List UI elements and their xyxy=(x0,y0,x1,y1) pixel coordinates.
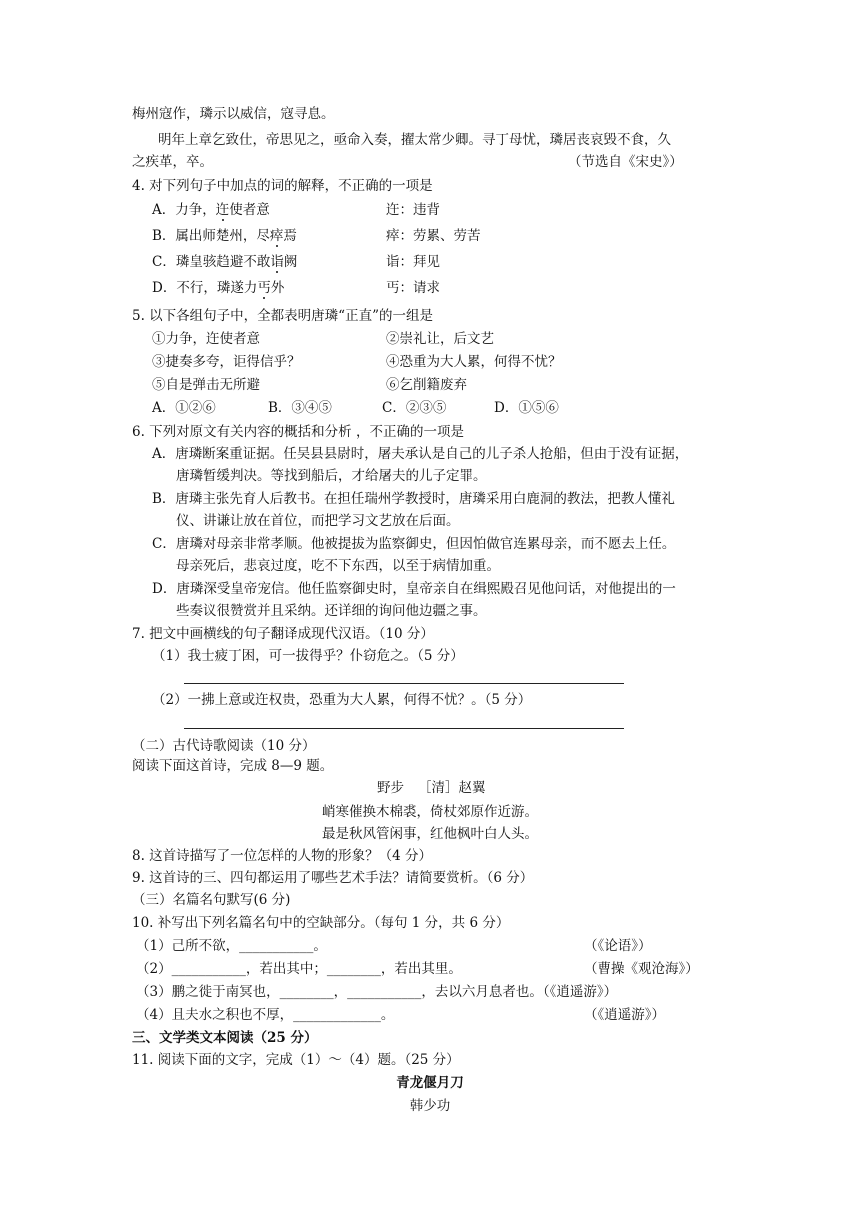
q4-stem: 4. 对下列句子中加点的词的解释，不正确的一项是 xyxy=(132,178,433,194)
story-author: 韩少功 xyxy=(409,1098,451,1114)
passage-source: （节选自《宋史》） xyxy=(568,154,683,170)
q4-option-d: D．不行，璘遂力丐外 xyxy=(152,280,285,296)
dictation-item: （2）___________，若出其中；________，若出其里。 xyxy=(136,961,462,977)
q7-sentence-1: （1）我士疲丁困，可一拔得乎？仆窃危之。（5 分） xyxy=(152,648,464,664)
q5-item: ①力争，迕使者意 xyxy=(152,331,260,347)
dotted-word: 瘁 xyxy=(269,228,284,244)
dictation-source: （《论语》） xyxy=(584,938,652,954)
q4-option-c: C．璘皇骇趋避不敢诣阙 xyxy=(152,254,298,270)
q5-item: ④恐重为大人累，何得不忧？ xyxy=(386,354,562,370)
poem-line: 最是秋风管闲事，红他枫叶白人头。 xyxy=(322,826,538,842)
q5-item: ③捷奏多夸，讵得信乎？ xyxy=(152,354,301,370)
q6-option-a: A．唐璘断案重证据。任吴县县尉时，屠夫承认是自己的儿子杀人抢船，但由于没有证据， xyxy=(152,446,689,462)
q6-option-d: D．唐璘深受皇帝宠信。他任监察御史时，皇帝亲自在缉熙殿召见他问话，对他提出的一 xyxy=(152,581,676,597)
q4-gloss-c: 诣：拜见 xyxy=(386,254,440,270)
q4-option-a: A．力争，迕使者意 xyxy=(152,202,270,218)
q9-stem: 9. 这首诗的三、四句都运用了哪些艺术手法？请简要赏析。（6 分） xyxy=(132,870,534,886)
passage-line: 之疾革，卒。 xyxy=(132,154,213,170)
q4-gloss-b: 瘁：劳累、劳苦 xyxy=(386,228,481,244)
poem-author: ［清］赵翼 xyxy=(418,780,486,796)
section-heading: 三、文学类文本阅读（25 分） xyxy=(132,1030,318,1046)
q6-option-b: B．唐璘主张先育人后教书。在担任瑞州学教授时，唐璘采用白鹿洞的教法，把教人懂礼 xyxy=(152,491,675,507)
q4-gloss-a: 迕：违背 xyxy=(386,202,440,218)
q10-stem: 10. 补写出下列名篇名句中的空缺部分。（每句 1 分，共 6 分） xyxy=(132,915,510,931)
q5-stem: 5. 以下各组句子中，全都表明唐璘“正直”的一组是 xyxy=(132,308,433,324)
q6-stem: 6. 下列对原文有关内容的概括和分析 ，不正确的一项是 xyxy=(132,424,464,440)
poem-title: 野步 ［清］赵翼 xyxy=(377,780,486,796)
q5-item: ⑤自是弹击无所避 xyxy=(152,377,260,393)
dictation-source: （曹操《观沧海》） xyxy=(584,961,699,977)
dotted-word: 诣 xyxy=(270,254,284,270)
dictation-item: （4）且夫水之积也不厚，_____________。 xyxy=(136,1007,395,1023)
q7-sentence-2: （2）一拂上意或迕权贵，恐重为大人累，何得不忧？。（5 分） xyxy=(152,692,532,708)
q6-option-c: C．唐璘对母亲非常孝顺。他被提拔为监察御史，但因怕做官连累母亲，而不愿去上任。 xyxy=(152,536,676,552)
q6-option-a-cont: 唐璘暂缓判决。等找到船后，才给屠夫的儿子定罪。 xyxy=(176,468,487,484)
dotted-word: 迕 xyxy=(215,202,230,218)
q4-option-b: B．属出师楚州，尽瘁焉 xyxy=(152,228,297,244)
answer-line[interactable] xyxy=(184,728,624,729)
dictation-item: （3）鹏之徙于南冥也，________，___________，去以六月息者也。（《逍遥游》） xyxy=(136,984,618,1000)
q5-item: ②崇礼让，后文艺 xyxy=(386,331,494,347)
section-heading: （二）古代诗歌阅读（10 分） xyxy=(132,738,316,754)
q4-gloss-d: 丐：请求 xyxy=(386,280,440,296)
passage-line: 明年上章乞致仕，帝思见之，亟命入奏，擢太常少卿。寻丁母忧，璘居丧哀毁不食，久 xyxy=(158,132,671,148)
passage-line: 梅州寇作，璘示以威信，寇寻息。 xyxy=(132,106,335,122)
dotted-word: 丐 xyxy=(257,280,271,296)
story-title: 青龙偃月刀 xyxy=(396,1075,464,1091)
q11-stem: 11. 阅读下面的文字，完成（1）～（4）题。（25 分） xyxy=(132,1052,460,1068)
q5-item: ⑥乞削籍废弃 xyxy=(386,377,467,393)
section-heading: （三）名篇名句默写(6 分) xyxy=(132,892,291,908)
poem-line: 峭寒催换木棉裘，倚杖郊原作近游。 xyxy=(322,804,538,820)
dictation-item: （1）己所不欲，___________。 xyxy=(136,938,327,954)
q8-stem: 8. 这首诗描写了一位怎样的人物的形象？（4 分） xyxy=(132,848,433,864)
q5-choice-c: C．②③⑤ xyxy=(382,400,447,416)
q7-stem: 7. 把文中画横线的句子翻译成现代汉语。（10 分） xyxy=(132,626,434,642)
answer-line[interactable] xyxy=(184,683,624,684)
dictation-source: （《逍遥游》） xyxy=(584,1007,665,1023)
q6-option-b-cont: 仪、讲谦让放在首位，而把学习文艺放在后面。 xyxy=(176,513,460,529)
q6-option-d-cont: 些奏议很赞赏并且采纳。还详细的询问他边疆之事。 xyxy=(176,603,487,619)
q5-choice-b: B．③④⑤ xyxy=(268,400,332,416)
q6-option-c-cont: 母亲死后，悲哀过度，吃不下东西，以至于病情加重。 xyxy=(176,558,500,574)
poetry-intro: 阅读下面这首诗，完成 8—9 题。 xyxy=(132,758,334,774)
q5-choice-d: D．①⑤⑥ xyxy=(494,400,559,416)
q5-choice-a: A．①②⑥ xyxy=(152,400,216,416)
